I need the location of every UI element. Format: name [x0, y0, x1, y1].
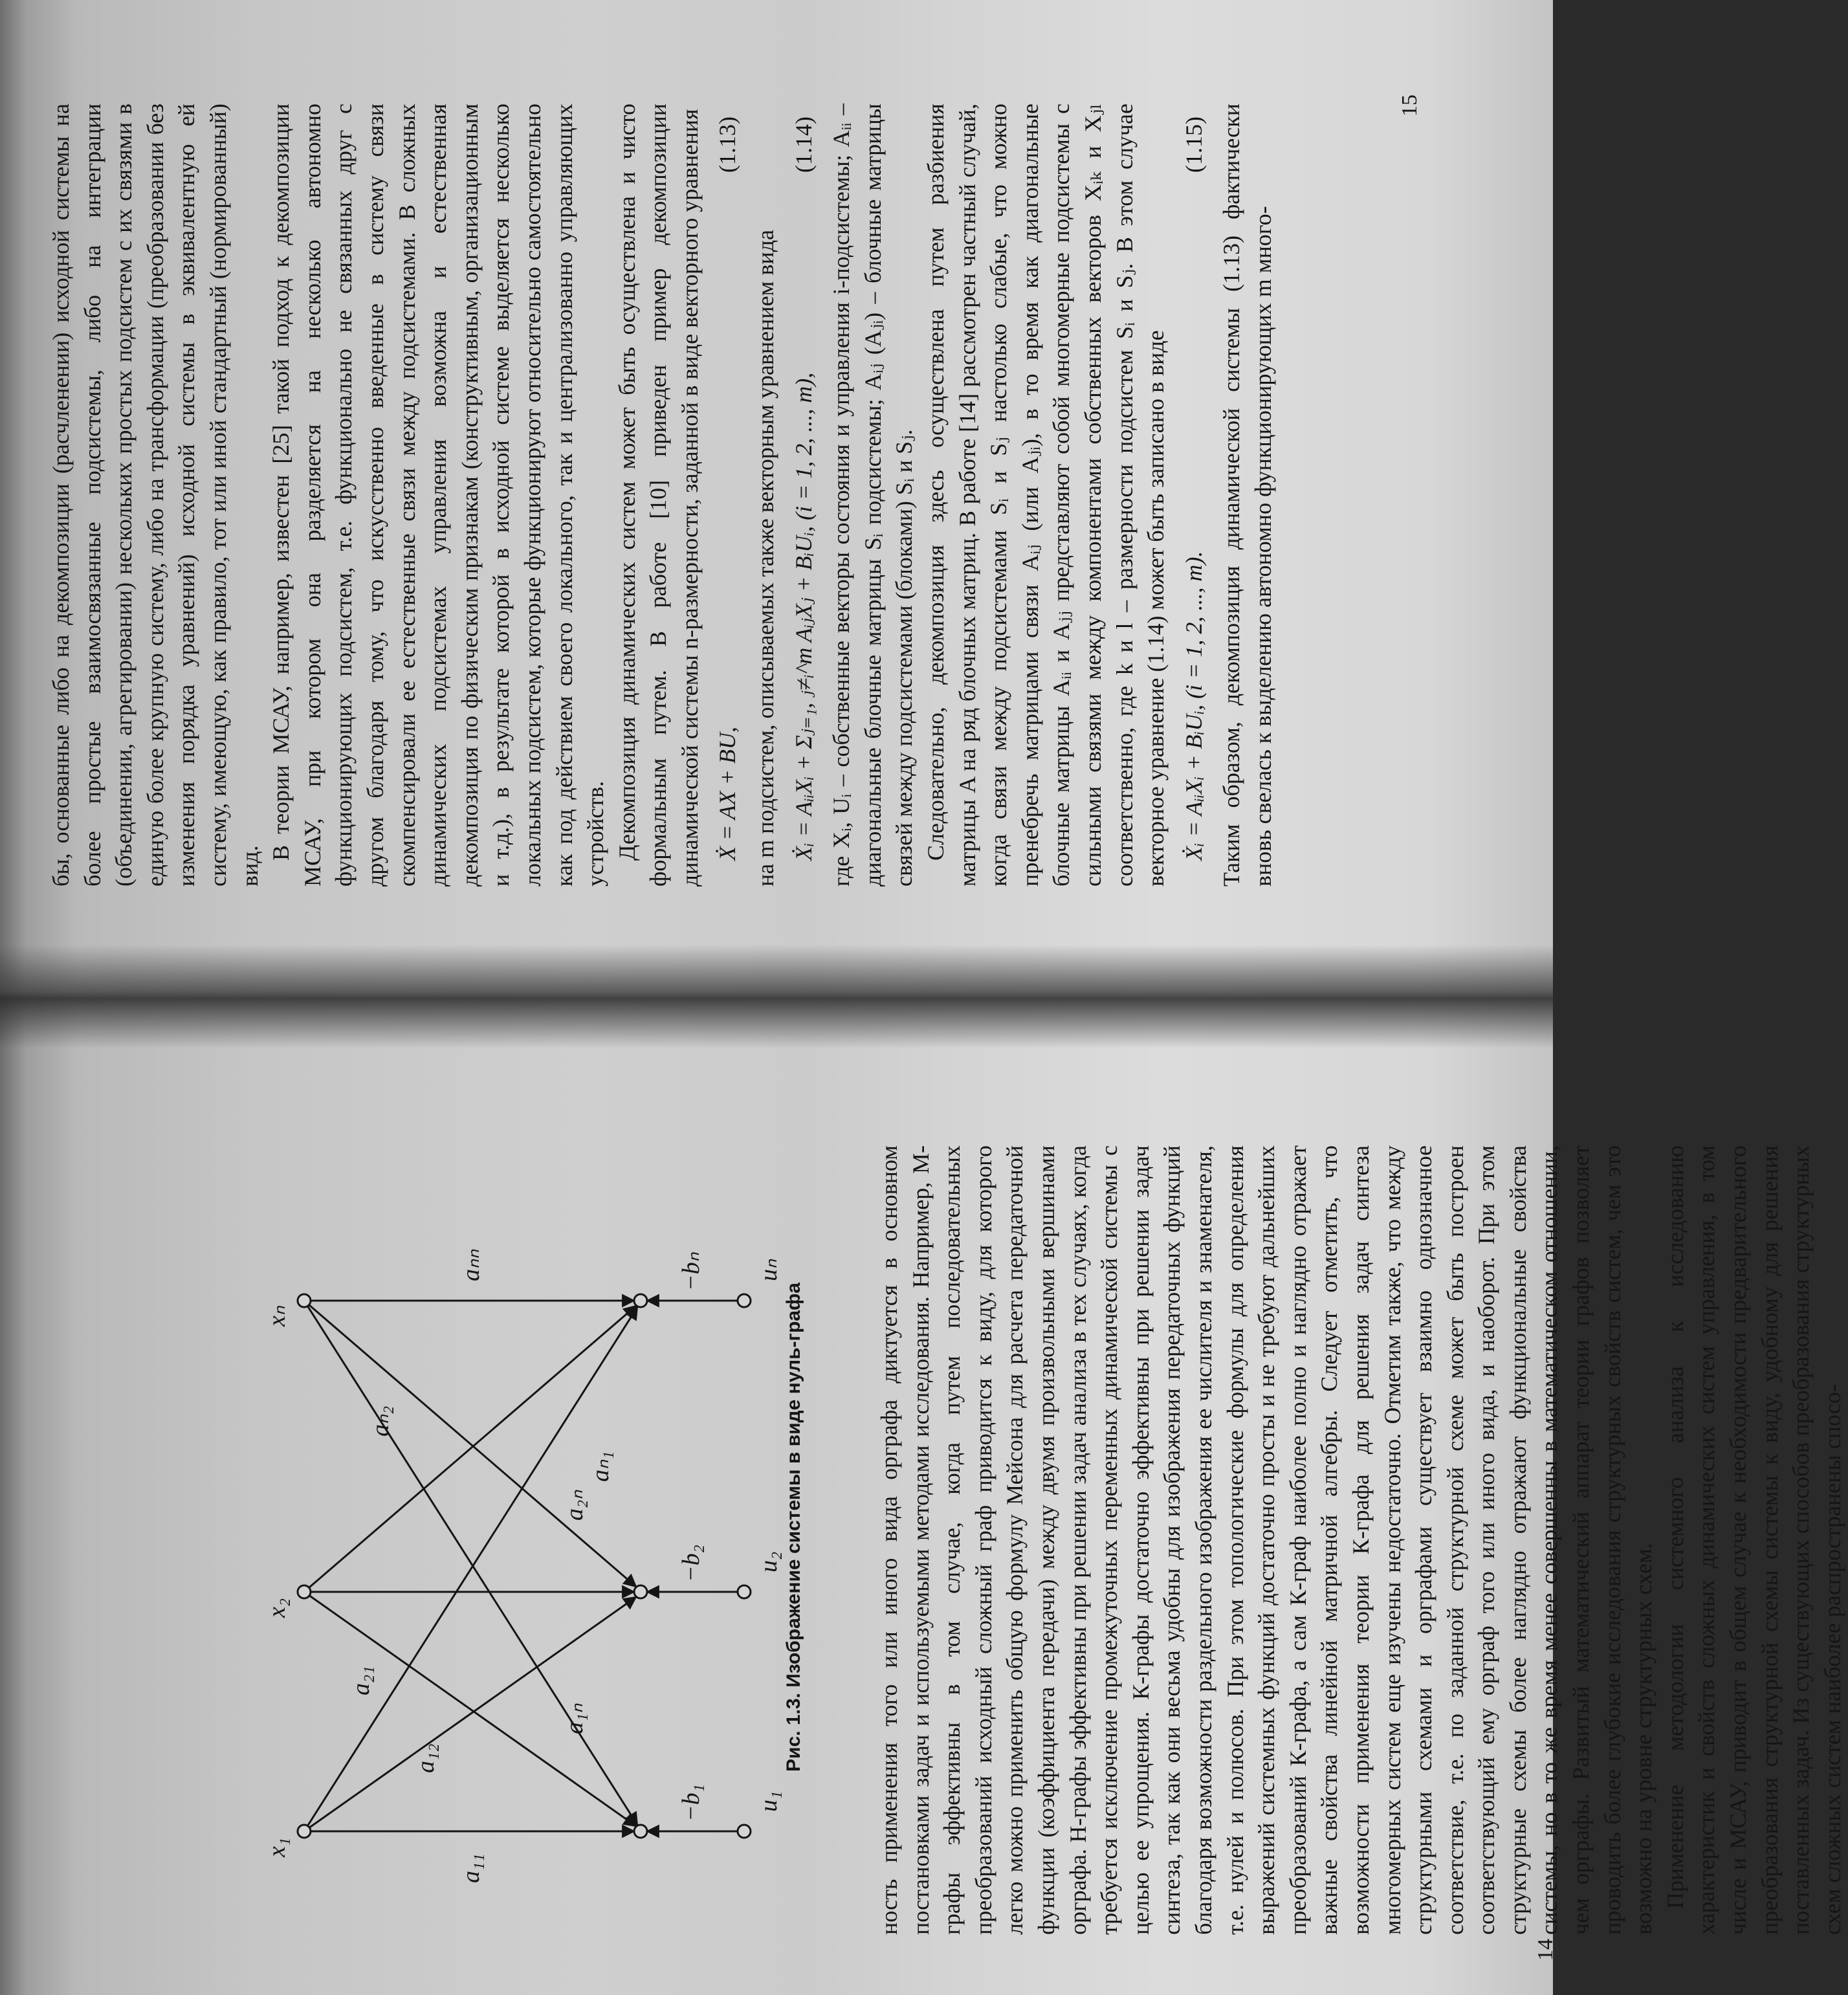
- edge-a2n: [304, 1301, 636, 1587]
- label-an2: aₙ₂: [367, 1405, 394, 1437]
- page-15: [32, 78, 1436, 932]
- null-graph-figure: [220, 1158, 802, 1883]
- paragraph: Применение методологии системного анализа к исследованию характеристик и свойств сложных динамических систем управления, в том числе и МСАУ, приводит в общем случае к необходимости предварительного преобразования структурной схемы системы к виду, удобному для решения поставленных задач. Из существующих способов преобразования структурных схем сложных систем наиболее распространены спосо-: [1662, 1145, 1845, 1935]
- equation-body: Ẋᵢ = AᵢᵢXᵢ + BᵢUᵢ, (i = 1, 2, ..., m).: [1180, 551, 1207, 861]
- paragraph: на m подсистем, описываемых также векторным уравнением вида: [753, 229, 779, 887]
- edge-a1n: [304, 1301, 637, 1825]
- label-b2: −b₂: [677, 1545, 705, 1582]
- label-u2: u₂: [755, 1551, 782, 1572]
- label-a11: a₁₁: [457, 1853, 485, 1883]
- page-15-body: [45, 104, 1279, 887]
- node-x1: [298, 1825, 311, 1838]
- paragraph: где Xᵢ, Uᵢ – собственные векторы состояния и управления i-подсистемы; Aᵢᵢ – диагональные блочные матрицы Sᵢ подсистемы; Aᵢⱼ (Aⱼᵢ) – блочные матрицы связей между подсистемами (блоками) Sᵢ и Sⱼ.: [828, 104, 918, 887]
- node-x2: [298, 1585, 311, 1598]
- label-ann: aₙₙ: [457, 1249, 485, 1281]
- edge-an2: [304, 1306, 636, 1592]
- node-un: [738, 1294, 751, 1307]
- equation-1-13: [705, 104, 750, 887]
- label-xn: xₙ: [263, 1305, 291, 1327]
- label-x2: x₂: [263, 1598, 291, 1618]
- null-graph-diagram: [220, 1158, 802, 1883]
- figure-caption: Рис. 1.3. Изображение системы в виде нуль-графа: [783, 1283, 804, 1772]
- label-u1: u₁: [755, 1791, 782, 1812]
- label-bn: −bₙ: [677, 1252, 705, 1291]
- label-a12: a₁₂: [412, 1743, 439, 1773]
- equation-number: (1.15): [1180, 116, 1207, 173]
- equation-1-14: [782, 104, 826, 887]
- page-14: [181, 1074, 1845, 1980]
- page-number: 15: [1398, 94, 1422, 116]
- label-x1: x₁: [263, 1837, 291, 1857]
- label-a2n: a₂ₙ: [561, 1490, 588, 1521]
- equation-number: (1.14): [790, 116, 817, 173]
- paragraph: ность применения того или иного вида орграфа диктуется в основном постановками задач и используемыми методами исследования. Например, М-графы эффективны в том случае, когда путем последовательных преобразований исходный сложный граф приводится к виду, для которого легко можно применить общую формулу Мейсона для расчета передаточной функции (коэффициента передачи) между двумя произвольными вершинами орграфа. Н-графы эффективны при решении задач анализа в тех случаях, когда требуется исключение промежуточных переменных динамической системы с целью ее упрощения. К-графы достаточно эффективны при решении задач синтеза, так как они весьма удобны для изображения передаточных функций благодаря возможности раздельного изображения ее числителя и знаменателя, т.е. нулей и полюсов. При этом топологические формулы для определения выражений системных функций достаточно просты и не требуют дальнейших преобразований К-графа, а сам К-граф наиболее полно и наглядно отражает важные свойства линейной матричной алгебры. Следует отметить, что возможности применения теории К-графа для решения задач синтеза многомерных систем еще изучены недостаточно. Отметим также, что между структурными схемами и орграфами существует взаимно однозначное соответствие, т.е. по заданной структурной схеме может быть построен соответствующий ему орграф того или иного вида, и наоборот. При этом структурные схемы более наглядно отражают функциональные свойства системы, но в то же время менее совершенны в математическом отношении, чем орграфы. Развитый математический аппарат теории графов позволяет проводить более глубокие исследования структурных свойств систем, чем это возможно на уровне структурных схем.: [876, 1145, 1657, 1935]
- paragraph: Следовательно, декомпозиция здесь осуществлена путем разбиения матрицы A на ряд блочных матриц. В работе [14] рассмотрен частный случай, когда связи между подсистемами Sᵢ и Sⱼ настолько слабые, что можно пренебречь матрицами связи Aᵢⱼ (или Aⱼᵢ), в то время как диагональные блочные матрицы Aᵢᵢ и Aⱼⱼ представляют собой многомерные подсистемы с сильными связями между компонентами собственных векторов Xᵢₖ и Xⱼₗ соответственно, где k и l – размерности подсистем Sᵢ и Sⱼ. В этом случае векторное уравнение (1.14) может быть записано в виде: [923, 104, 1169, 887]
- edge-an1: [304, 1307, 637, 1831]
- label-un: uₙ: [755, 1259, 782, 1281]
- node-bottom-2: [634, 1585, 647, 1598]
- equation-body: Ẋ = AX + BU,: [714, 727, 741, 861]
- node-u2: [738, 1585, 751, 1598]
- equation-number: (1.13): [714, 116, 741, 173]
- node-xn: [298, 1294, 311, 1307]
- label-an1: aₙ₁: [587, 1451, 614, 1482]
- paragraph: Декомпозиция динамических систем может быть осуществлена и чисто формальным путем. В работе [10] приведен пример декомпозиции динамической системы n-размерности, заданной в виде векторного уравнения: [613, 104, 703, 887]
- paragraph: В теории МСАУ, например, известен [25] такой подход к декомпозиции МСАУ, при котором она разделяется на несколько автономно функционирующих подсистем, т.е. функционально не связанных друг с другом благодаря тому, что искусственно введенные в систему связи скомпенсировали ее естественные связи между подсистемами. В сложных динамических подсистемах управления возможна и естественная декомпозиция по физическим признакам (конструктивным, организационным и т.д.), в результате которой в исходной системе выделяется несколько локальных подсистем, которые функционируют относительно самостоятельно как под действием своего локального, так и централизованно управляющих устройств.: [268, 104, 609, 887]
- node-bottom-1: [634, 1825, 647, 1838]
- node-u1: [738, 1825, 751, 1838]
- paragraph: Таким образом, декомпозиция динамической системы (1.13) фактически вновь свелась к выделению автономно функционирующих m много-: [1218, 104, 1276, 887]
- label-b1: −b₁: [677, 1784, 705, 1822]
- equation-1-15: [1172, 104, 1216, 887]
- book-gutter: [0, 945, 1553, 1048]
- equation-body: Ẋᵢ = AᵢᵢXᵢ + Σⱼ₌₁, ⱼ≠ᵢ^m AᵢⱼXⱼ + BᵢUᵢ, (i = 1, 2, ..., m),: [790, 372, 817, 861]
- page-14-body: [874, 1145, 1848, 1935]
- node-bottom-n: [634, 1294, 647, 1307]
- page-number: 14: [1534, 1939, 1557, 1961]
- label-a1n: a₁ₙ: [561, 1703, 588, 1734]
- paragraph: бы, основанные либо на декомпозиции (расчленении) исходной системы на более простые взаимосвязанные подсистемы, либо на интеграции (объединении, агрегировании) нескольких простых подсистем с их связями в единую более крупную систему, либо на трансформации (преобразовании без изменения порядка уравнений) исходной системы в эквивалентную ей систему, имеющую, как правило, тот или иной стандартный (нормированный) вид.: [48, 104, 263, 887]
- label-a21: a₂₁: [347, 1666, 375, 1695]
